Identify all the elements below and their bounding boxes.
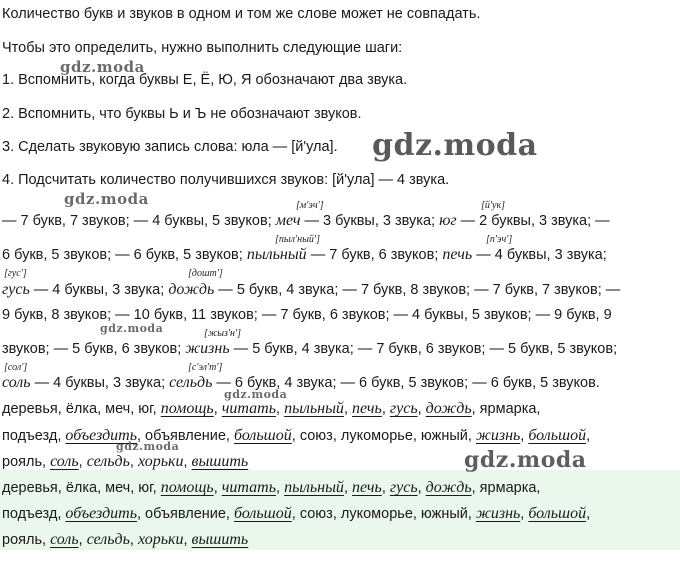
step-3: 3. Сделать звуковую запись слова: юла — [й'ула]. (2, 139, 338, 155)
step-2: 2. Вспомнить, что буквы Ь и Ъ не обозначают звуков. (2, 106, 362, 122)
transcription-pech: [ п'эч' ] (486, 234, 512, 245)
step-1: 1. Вспомнить, когда буквы Е, Ё, Ю, Я обозначают два звука. (2, 72, 408, 88)
intro-line-1: Количество букв и звуков в одном и том же слове может не совпадать. (2, 6, 481, 22)
transcription-zhizn: [ жыз'н' ] (204, 328, 241, 339)
word-list-line-3: рояль, соль, сельдь, хорьки, вышить (2, 453, 249, 470)
answer-row-6: соль — 4 буквы, 3 звука; сельдь — 6 букв, 4 звука; — 6 букв, 5 звуков; — 6 букв, 5 звуков. (2, 374, 600, 391)
word-list-copy-line-3: рояль, соль, сельдь, хорьки, вышить (2, 531, 249, 548)
word-pech: печь (442, 246, 473, 263)
watermark: gdz.moda (224, 388, 288, 401)
answer-row-5: звуков; — 5 букв, 6 звуков; жизнь — 5 букв, 4 звука; — 7 букв, 6 звуков; — 5 букв, 5 звуков; (2, 340, 618, 357)
intro-line-2: Чтобы это определить, нужно выполнить следующие шаги: (2, 40, 403, 56)
watermark: gdz.moda (60, 58, 145, 76)
transcription-sol: [ сол' ] (4, 362, 27, 373)
watermark: gdz.moda (116, 440, 180, 453)
word-mech: меч (275, 212, 301, 229)
word-zhizn: жизнь (185, 340, 230, 357)
word-yug: юг (439, 212, 457, 229)
watermark: gdz.moda (372, 128, 538, 163)
word-list-line-1: деревья, ёлка, меч, юг, помощь, читать, пыльный, печь, гусь, дождь, ярмарка, (2, 400, 541, 417)
word-list-copy-line-2: подъезд, объездить, объявление, большой, союз, лукоморье, южный, жизнь, большой, (2, 505, 591, 522)
word-list-copy-line-1: деревья, ёлка, меч, юг, помощь, читать, пыльный, печь, гусь, дождь, ярмарка, (2, 479, 541, 496)
transcription-gus: [ гус' ] (4, 268, 27, 279)
answer-row-2: 6 букв, 5 звуков; — 6 букв, 5 звуков; пыльный — 7 букв, 6 звуков; печь — 4 буквы, 3 звука; (2, 246, 607, 263)
watermark: gdz.moda (64, 190, 149, 208)
transcription-pylny: [ пыл'ный' ] (275, 234, 320, 245)
transcription-yug: [ й'ук ] (481, 200, 505, 211)
word-gus: гусь (2, 281, 30, 298)
word-seld: сельдь (169, 374, 213, 391)
word-list-line-2: подъезд, объездить, объявление, большой, союз, лукоморье, южный, жизнь, большой, (2, 427, 591, 444)
transcription-seld: [ с'эл'т' ] (188, 362, 222, 373)
word-pylny: пыльный (246, 246, 307, 263)
answer-row-1: — 7 букв, 7 звуков; — 4 буквы, 5 звуков; меч — 3 буквы, 3 звука; юг — 2 буквы, 3 звука; — (2, 212, 610, 229)
answer-row-3: гусь — 4 буквы, 3 звука; дождь — 5 букв, 4 звука; — 7 букв, 8 звуков; — 7 букв, 7 звуков; — (2, 281, 621, 298)
transcription-mech: [ м'эч' ] (296, 200, 324, 211)
answer-row-4: 9 букв, 8 звуков; — 10 букв, 11 звуков; — 7 букв, 6 звуков; — 4 буквы, 5 звуков; — 9 букв, 9 (2, 307, 612, 323)
word-sol: соль (2, 374, 31, 391)
word-dozhd: дождь (168, 281, 215, 298)
watermark: gdz.moda (464, 447, 587, 473)
watermark: gdz.moda (100, 322, 164, 335)
step-4: 4. Подсчитать количество получившихся звуков: [й'ула] — 4 звука. (2, 172, 450, 188)
transcription-dozhd: [ дошт' ] (188, 268, 223, 279)
